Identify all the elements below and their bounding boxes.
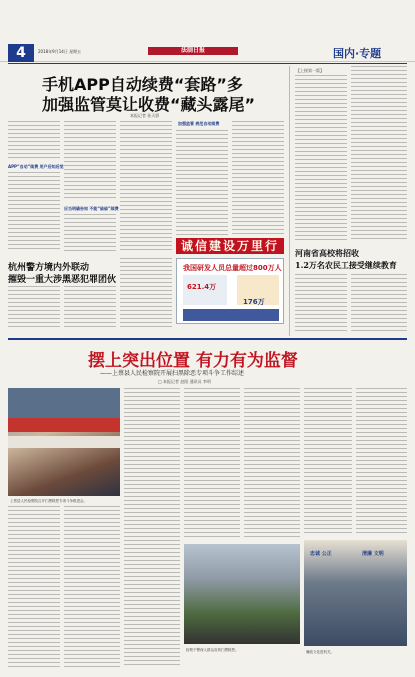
- right-col-2: [351, 66, 407, 240]
- outreach-photo: [184, 544, 300, 644]
- main-col-4: [176, 130, 228, 235]
- right-headline-line1: 河南省高校将招收: [295, 248, 359, 258]
- feature-col-7: [356, 388, 407, 536]
- main-subhead-1: APP“自动”续费 用户后知后觉: [8, 164, 64, 169]
- feature-col-6: [304, 388, 352, 536]
- ad-title: 我国研发人员总量超过800万人: [183, 264, 282, 272]
- meeting-photo-backdrop: [8, 388, 120, 418]
- right-tag: 【上接第一版】: [296, 68, 324, 73]
- feature-col-3: [124, 388, 180, 668]
- issue-date: 2018年9月14日 星期五: [38, 49, 82, 54]
- right-col-1: [295, 75, 347, 240]
- meeting-photo: [8, 388, 120, 496]
- feature-col-1: [8, 506, 60, 668]
- main-headline-line1: 手机APP自动续费“套路”多: [42, 75, 243, 94]
- section-divider: [8, 338, 407, 340]
- right-col-3: [295, 274, 347, 334]
- ad-footer: [183, 309, 279, 321]
- integrity-banner: 诚信建设万里行: [176, 238, 284, 254]
- office-photo: [304, 540, 407, 646]
- photo-caption-2: 检察干警深入群众宣传扫黑除恶。: [186, 648, 239, 652]
- main-col-1a: [8, 121, 60, 161]
- section-label: 国内·专题: [333, 47, 382, 60]
- feature-col-2: [64, 506, 120, 668]
- page-number: 4: [8, 44, 34, 62]
- feature-headline: 摆上突出位置 有力有为监督: [88, 351, 298, 371]
- right-headline-line2: 1.2万名农民工接受继续教育: [295, 260, 397, 270]
- photo-caption-3: 廉政文化进机关。: [306, 650, 334, 654]
- main-col-2a: [64, 121, 116, 201]
- main-subhead-3: 加强监管 规范自动续费: [178, 121, 220, 126]
- ad-stat-2: 176万: [243, 298, 265, 306]
- header-rule: [8, 63, 407, 64]
- left-col-3: [120, 258, 172, 330]
- office-sign-1: 忠诚 公正: [310, 551, 332, 557]
- feature-byline: □ 本报记者 赵阳 通讯员 李明: [158, 379, 211, 384]
- feature-col-5: [244, 388, 300, 540]
- left-headline-line2: 摧毁一重大涉黑恶犯罪团伙: [8, 275, 117, 285]
- feature-subtitle: ——上蔡县人民检察院开展扫黑除恶专项斗争工作综述: [100, 370, 245, 377]
- office-sign-2: 清廉 文明: [362, 551, 384, 557]
- main-col-2b: [64, 214, 116, 252]
- main-col-1b: [8, 172, 60, 252]
- left-col-1: [8, 286, 60, 330]
- left-headline-line1: 杭州警方境内外联动: [8, 263, 90, 273]
- right-col-4: [351, 274, 407, 334]
- meeting-photo-flags: [8, 418, 120, 432]
- masthead: 法制日报: [148, 47, 238, 55]
- main-subhead-2: 应当明确告知 不能“偷偷”续费: [64, 206, 119, 211]
- main-byline: 本报记者 孙天骄: [130, 113, 160, 118]
- ad-stat: 621.4万: [187, 283, 217, 291]
- main-col-3: [120, 121, 172, 252]
- feature-col-4: [184, 388, 240, 540]
- left-col-2: [64, 286, 116, 330]
- meeting-photo-table: [8, 436, 120, 448]
- photo-caption-1: 上蔡县人民检察院召开扫黑除恶专项斗争推进会。: [10, 499, 87, 503]
- stats-ad: [176, 258, 284, 324]
- main-headline-line2: 加强监管莫让收费“藏头露尾”: [42, 95, 256, 114]
- column-rule: [289, 66, 290, 336]
- main-col-5: [232, 121, 284, 235]
